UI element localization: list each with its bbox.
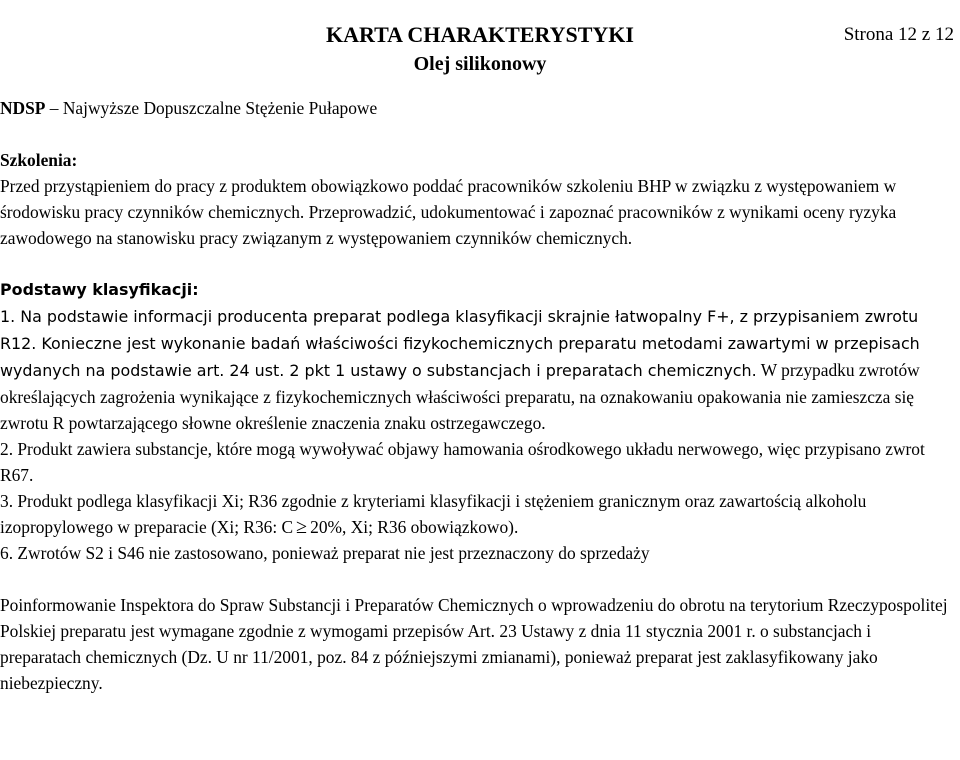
podstawy-item-3 (0, 488, 955, 540)
podstawy-item-3-after: 20%, Xi; R36 obowiązkowo). (310, 517, 519, 537)
document-subtitle: Olej silikonowy (413, 53, 547, 75)
podstawy-item-1-sans: 1. Na podstawie informacji producenta preparat podlega klasyfikacji skrajnie łatwopalny F+, z przypisaniem zwrotu R12. Konieczne jest wykonanie badań właściwości fizykochemicznych preparatu metodami zawartymi w przepisach wydanych na podstawie art. 24 ust. 2 pkt 1 ustawy o substancjach i preparatach chemicznych. (0, 307, 920, 380)
podstawy-item-2: 2. Produkt zawiera substancje, które mogą wywoływać objawy hamowania ośrodkowego układu nerwowego, więc przypisano zwrot R67. (0, 439, 925, 485)
document-body (0, 95, 955, 696)
page-number: Strona 12 z 12 (843, 24, 954, 45)
document-title: KARTA CHARAKTERYSTYKI (326, 22, 634, 47)
ndsp-text: Najwyższe Dopuszczalne Stężenie Pułapowe (62, 98, 378, 118)
ndsp-dash: – (49, 98, 59, 118)
podstawy-item-1 (0, 303, 955, 436)
szkolenia-text: Przed przystąpieniem do pracy z produktem obowiązkowo poddać pracowników szkoleniu BHP w związku z występowaniem w środowisku pracy czynników chemicznych. Przeprowadzić, udokumentować i zapoznać pracowników z wynikami oceny ryzyka zawodowego na stanowisku pracy związanym z występowaniem czynników chemicznych. (0, 176, 897, 248)
podstawy-item-1-serif: W przypadku zwrotów określających zagrożenia wynikające z fizykochemicznych właściwości preparatu, na oznakowaniu opakowania nie zamieszcza się zwrotu R powtarzającego słowne określenie znaczenia znaku ostrzegawczego. (0, 360, 920, 433)
podstawy-item-3-before: 3. Produkt podlega klasyfikacji Xi; R36 zgodnie z kryteriami klasyfikacji i stężeniem granicznym oraz zawartością alkoholu izopropylowego w preparacie (Xi; R36: C (0, 491, 867, 537)
ndsp-abbr: NDSP (0, 98, 46, 118)
podstawy-item-6: 6. Zwrotów S2 i S46 nie zastosowano, ponieważ preparat nie jest przeznaczony do sprzedaży (0, 543, 650, 563)
ndsp-definition (0, 95, 955, 121)
szkolenia-heading: Szkolenia: (0, 150, 78, 170)
podstawy-heading: Podstawy klasyfikacji: (0, 280, 199, 299)
greater-equal-symbol: ≥ (296, 516, 308, 538)
notice-paragraph: Poinformowanie Inspektora do Spraw Substancji i Preparatów Chemicznych o wprowadzeniu do obrotu na terytorium Rzeczypospolitej Polskiej preparatu jest wymagane zgodnie z wymogami przepisów Art. 23 Ustawy z dnia 11 stycznia 2001 r. o substancjach i preparatach chemicznych (Dz. U nr 11/2001, poz. 84 z późniejszymi zmianami), ponieważ preparat jest zaklasyfikowany jako niebezpieczny. (0, 595, 948, 693)
